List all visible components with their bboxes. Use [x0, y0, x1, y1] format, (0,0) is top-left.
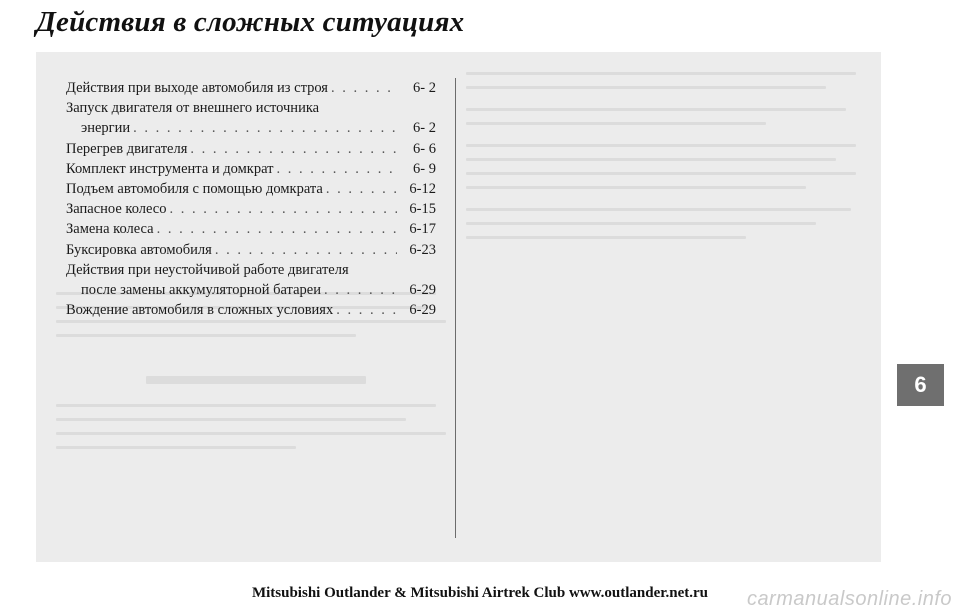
toc-entry-page: 6-29	[409, 302, 436, 319]
toc-entry-page: 6-15	[409, 201, 436, 218]
toc-entry[interactable]	[66, 159, 436, 179]
toc-entry-label: Комплект инструмента и домкрат	[66, 160, 274, 177]
toc-entry-label: Буксировка автомобиля	[66, 241, 212, 258]
toc-entry-page: 6-29	[409, 282, 436, 299]
toc-entry-label: Вождение автомобиля в сложных условиях	[66, 302, 334, 319]
toc-entry-label: Подъем автомобиля с помощью домкрата	[66, 181, 323, 198]
toc-entry[interactable]	[66, 118, 436, 138]
toc-entry[interactable]	[66, 179, 436, 199]
leader-dots	[324, 280, 397, 300]
toc-entry[interactable]	[66, 280, 436, 300]
page-title: Действия в сложных ситуациях	[36, 6, 465, 38]
toc-entry-label: после замены аккумуляторной батареи	[81, 282, 321, 299]
toc-entry[interactable]	[66, 199, 436, 219]
table-of-contents	[66, 78, 436, 320]
toc-entry-page: 6- 6	[413, 140, 436, 157]
leader-dots	[169, 199, 397, 219]
toc-entry-page: 6- 9	[413, 160, 436, 177]
toc-entry[interactable]	[66, 219, 436, 239]
footer-credit: Mitsubishi Outlander & Mitsubishi Airtrek Club www.outlander.net.ru	[251, 585, 709, 601]
leader-dots	[190, 139, 397, 159]
toc-entry-label-line1: Запуск двигателя от внешнего источника	[66, 100, 320, 117]
toc-entry-page: 6- 2	[413, 80, 436, 96]
leader-dots	[331, 78, 397, 98]
toc-entry-label: Замена колеса	[66, 221, 154, 238]
toc-entry-label: Перегрев двигателя	[66, 140, 188, 157]
leader-dots	[326, 179, 397, 199]
toc-entry[interactable]	[66, 300, 436, 320]
toc-entry-page: 6-12	[409, 181, 436, 198]
site-watermark: carmanualsonline.info	[746, 588, 952, 610]
toc-entry-page: 6-23	[409, 241, 436, 258]
toc-entry[interactable]	[66, 78, 436, 98]
leader-dots	[276, 159, 397, 179]
leader-dots	[133, 118, 397, 138]
toc-entry-label: Действия при выходе автомобиля из строя	[66, 80, 328, 96]
column-divider	[455, 78, 456, 538]
leader-dots	[336, 300, 397, 320]
toc-entry-label-line1: Действия при неустойчивой работе двигателя	[66, 261, 349, 278]
toc-entry[interactable]	[66, 240, 436, 260]
toc-entry-label: энергии	[81, 120, 131, 137]
leader-dots	[157, 219, 397, 239]
toc-entry[interactable]	[66, 139, 436, 159]
toc-entry-label: Запасное колесо	[66, 201, 167, 218]
toc-entry-page: 6-17	[409, 221, 436, 238]
chapter-tab[interactable]: 6	[897, 364, 944, 406]
toc-entry-page: 6- 2	[413, 120, 436, 137]
leader-dots	[215, 240, 397, 260]
